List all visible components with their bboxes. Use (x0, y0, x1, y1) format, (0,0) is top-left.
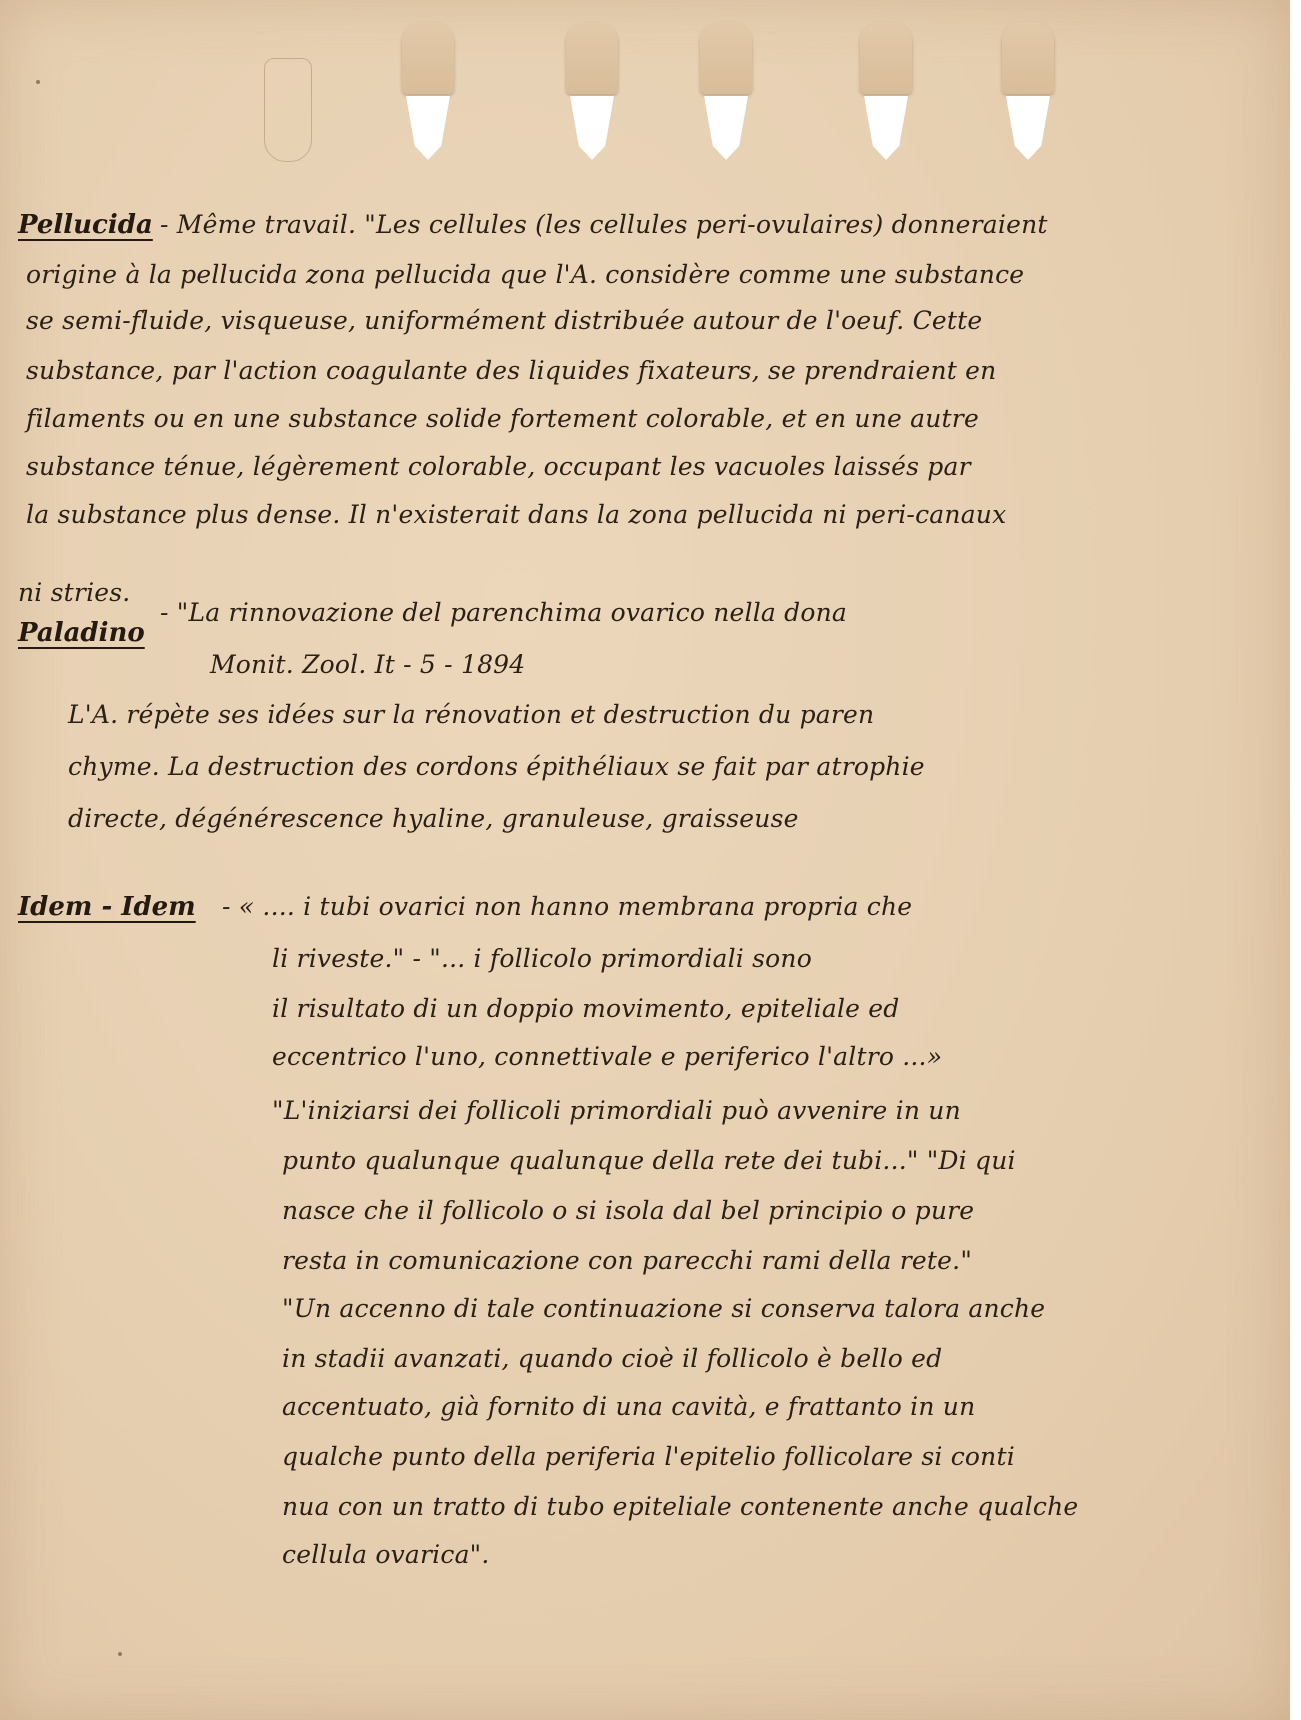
handwritten-line: origine à la pellucida zona pellucida que l'A. considère comme une substance (26, 260, 1025, 289)
handwritten-line: il risultato di un doppio movimento, epiteliale ed (272, 994, 900, 1023)
handwritten-line: nua con un tratto di tubo epiteliale contenente anche qualche (282, 1492, 1079, 1521)
binding-hole (1006, 96, 1050, 160)
handwritten-line: cellula ovarica". (282, 1540, 490, 1569)
paper-speck (36, 80, 40, 84)
handwritten-line: "L'iniziarsi dei follicoli primordiali può avvenire in un (272, 1096, 961, 1125)
handwritten-line: li riveste." - "... i follicolo primordiali sono (272, 944, 812, 973)
handwritten-line: eccentrico l'uno, connettivale e periferico l'altro ...» (272, 1042, 943, 1071)
handwritten-line: accentuato, già fornito di una cavità, e frattanto in un (282, 1392, 976, 1421)
handwritten-line: - « .... i tubi ovarici non hanno membrana propria che (222, 892, 913, 921)
binding-hole (406, 96, 450, 160)
handwritten-line: resta in comunicazione con parecchi rami della rete." (282, 1246, 973, 1275)
handwritten-line: la substance plus dense. Il n'existerait dans la zona pellucida ni peri-canaux (26, 500, 1007, 529)
binding-hole (704, 96, 748, 160)
handwritten-line: - Même travail. "Les cellules (les cellules peri-ovulaires) donneraient (160, 210, 1048, 239)
page-edge (1290, 0, 1301, 1720)
handwritten-line: chyme. La destruction des cordons épithéliaux se fait par atrophie (68, 752, 925, 781)
handwritten-line: - "La rinnovazione del parenchima ovarico nella dona (160, 598, 848, 627)
handwritten-line: nasce che il follicolo o si isola dal bel principio o pure (282, 1196, 975, 1225)
entry-label-idem: Idem - Idem (18, 892, 196, 922)
handwritten-line: directe, dégénérescence hyaline, granuleuse, graisseuse (68, 804, 799, 833)
binding-tab (860, 22, 912, 94)
binding-hole (864, 96, 908, 160)
binding-tab (1002, 22, 1054, 94)
handwritten-line: se semi-fluide, visqueuse, uniformément distribuée autour de l'oeuf. Cette (26, 306, 983, 335)
handwritten-line: in stadii avanzati, quando cioè il follicolo è bello ed (282, 1344, 943, 1373)
binding-tab (402, 22, 454, 94)
handwritten-line: L'A. répète ses idées sur la rénovation et destruction du paren (68, 700, 875, 729)
handwritten-line: substance ténue, légèrement colorable, occupant les vacuoles laissés par (26, 452, 971, 481)
handwritten-line: "Un accenno di tale continuazione si conserva talora anche (282, 1294, 1046, 1323)
binding-hole (570, 96, 614, 160)
binding-tab (566, 22, 618, 94)
paper-speck (118, 1652, 122, 1656)
handwritten-line: substance, par l'action coagulante des liquides fixateurs, se prendraient en (26, 356, 997, 385)
entry-label-pellucida: Pellucida (18, 210, 153, 240)
binding-impression (264, 58, 312, 162)
binding-tab (700, 22, 752, 94)
citation-line: Monit. Zool. It - 5 - 1894 (210, 650, 526, 679)
handwritten-line: filaments ou en une substance solide fortement colorable, et en une autre (26, 404, 979, 433)
entry-label-paladino: Paladino (18, 618, 145, 648)
handwritten-line: ni stries. (18, 578, 131, 607)
handwritten-line: punto qualunque qualunque della rete dei tubi..." "Di qui (282, 1146, 1016, 1175)
handwritten-line: qualche punto della periferia l'epitelio follicolare si conti (282, 1442, 1015, 1471)
